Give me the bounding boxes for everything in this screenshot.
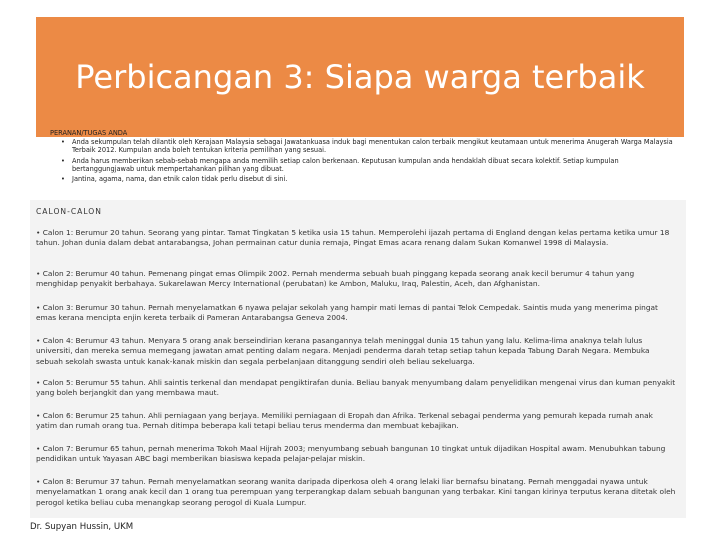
list-item: • Calon 8: Berumur 37 tahun. Pernah menyelamatkan seorang wanita daripada diperkosa oleh 4 orang lelaki liar bernafsu binatang. Pernah menggadai nyawa untuk menyelamatkan 1 orang anak kecil dan 1 orang tua perempuan yang terperangkap dalam sebuah bangunan yang terbakar. Kini tangan kirinya terputus kerana ditetak oleh perogol ketika beliau cuba menangkap seorang perogol di Kuala Lumpur.: [36, 477, 676, 507]
list-item: • Calon 1: Berumur 20 tahun. Seorang yang pintar. Tamat Tingkatan 5 ketika usia 15 tahun. Memperolehi ijazah pertama di England dengan kelas pertama ketika umur 18 tahun. Johan dunia dalam debat antarabangsa, Johan permainan catur dunia remaja, Pingat Emas acara renang dalam Sukan Komanwel 1998 di Malaysia.: [36, 228, 670, 248]
list-item: [50, 138, 675, 154]
bullet-icon: •: [61, 138, 65, 147]
list-item: • Calon 6: Berumur 25 tahun. Ahli perniagaan yang berjaya. Memiliki perniagaan di Eropah dan Afrika. Terkenal sebagai penderma yang pemurah kepada rumah anak yatim dan rumah orang tua. Pernah ditimpa beberapa kali tetapi beliau terus menderma dan membuat kebajikan.: [36, 411, 653, 431]
bullet-icon: •: [61, 175, 65, 184]
footer-author: Dr. Supyan Hussin, UKM: [30, 522, 134, 532]
list-item: • Calon 3: Berumur 30 tahun. Pernah menyelamatkan 6 nyawa pelajar sekolah yang hampir mati lemas di pantai Telok Cempedak. Saintis muda yang menerima pingat emas kerana mencipta enjin kereta terbaik di Pameran Antarabangsa Geneva 2004.: [36, 303, 658, 323]
role-text: Anda sekumpulan telah dilantik oleh Kerajaan Malaysia sebagai Jawatankuasa induk bagi menentukan calon terbaik mengikut keutamaan untuk menerima Anugerah Warga Malaysia Terbaik 2012. Kumpulan anda boleh tentukan kriteria pemilihan yang sesuai.: [72, 138, 673, 155]
roles-heading: PERANAN/TUGAS ANDA: [50, 129, 128, 137]
title-banner: [36, 17, 684, 137]
candidates-heading: CALON-CALON: [36, 207, 102, 216]
list-item: • Calon 7: Berumur 65 tahun, pernah menerima Tokoh Maal Hijrah 2003; menyumbang sebuah bangunan 10 tingkat untuk dijadikan Hospital awam. Menubuhkan tabung pendidikan untuk Yayasan ABC bagi memberikan biasiswa kepada pelajar-pelajar miskin.: [36, 444, 666, 464]
role-text: Jantina, agama, nama, dan etnik calon tidak perlu disebut di sini.: [72, 175, 288, 184]
roles-section: [50, 129, 675, 185]
candidates-panel: [30, 200, 686, 518]
list-item: [50, 175, 675, 183]
list-item: • Calon 2: Berumur 40 tahun. Pemenang pingat emas Olimpik 2002. Pernah menderma sebuah buah pinggang kepada seorang anak kecil berumur 4 tahun yang menghidap penyakit berbahaya. Sukarelawan Mercy International (perubatan) ke Ambon, Maluku, Iraq, Palestin, Aceh, dan Afghanistan.: [36, 269, 635, 289]
bullet-icon: •: [61, 156, 65, 165]
list-item: • Calon 4: Berumur 43 tahun. Menyara 5 orang anak berseindirian kerana pasangannya telah meninggal dunia 15 tahun yang lalu. Kelima-lima anaknya telah lulus universiti, dan mereka semua memegang jawatan amat penting dalam negara. Menjadi penderma darah tetap setiap tahun kepada Tabung Darah Negara. Membuka sebuah sekolah swasta untuk kanak-kanak miskin dan segala perbelanjaan ditanggung sendiri oleh beliau sekeluarga.: [36, 336, 650, 366]
list-item: • Calon 5: Berumur 55 tahun. Ahli saintis terkenal dan mendapat pengiktirafan dunia. Beliau banyak menyumbang dalam penyelidikan mengenai virus dan kuman penyakit yang boleh berjangkit dan yang membawa maut.: [36, 378, 676, 398]
role-text: Anda harus memberikan sebab-sebab mengapa anda memilih setiap calon berkenaan. Keputusan kumpulan anda hendaklah dibuat secara kolektif. Setiap kumpulan bertanggungjawab untuk mempertahankan pilihan yang dibuat.: [72, 156, 619, 173]
roles-list: [50, 138, 675, 183]
list-item: [50, 157, 675, 173]
page-title: Perbicangan 3: Siapa warga terbaik: [75, 58, 645, 96]
